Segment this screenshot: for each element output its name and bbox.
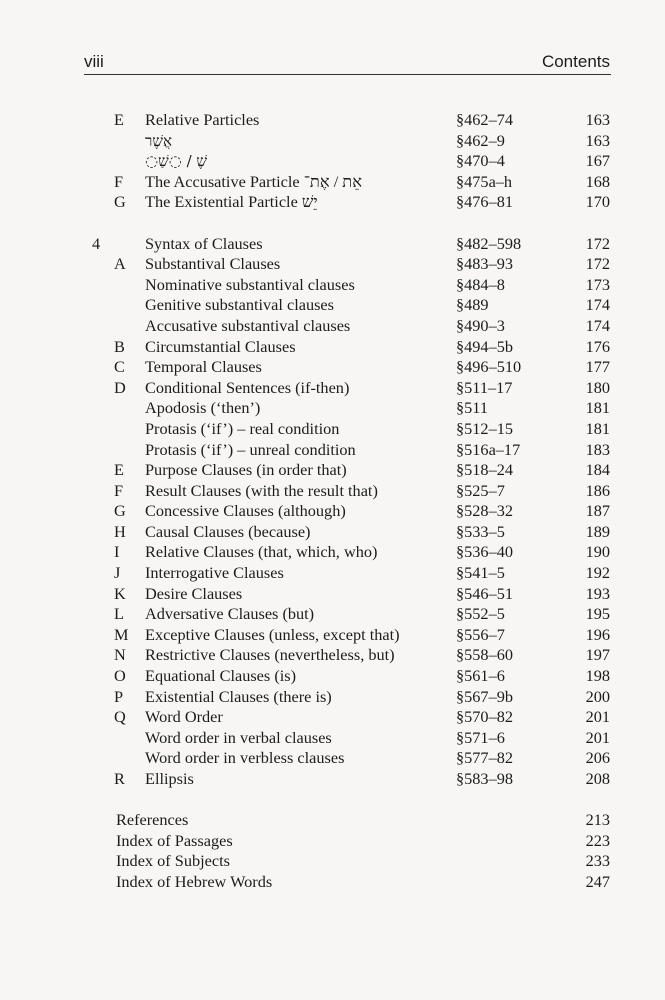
- paragraph-range: §552–5: [456, 604, 505, 624]
- page-ref: 208: [585, 769, 610, 788]
- page-number: viii: [84, 52, 104, 71]
- paragraph-range: §482–598: [456, 233, 522, 253]
- entry-title: The Existential Particle יֵשׁ: [145, 192, 318, 212]
- page-ref: 177: [585, 357, 610, 377]
- page-ref: 192: [585, 563, 610, 583]
- page-ref: 172: [585, 233, 610, 253]
- toc-entry: [0, 316, 665, 337]
- toc-entry: [0, 460, 665, 481]
- toc-entry: [0, 522, 665, 543]
- page-ref: 181: [585, 418, 610, 438]
- entry-title: Word order in verbal clauses: [145, 727, 332, 747]
- paragraph-range: §541–5: [456, 563, 505, 583]
- section-letter: P: [114, 686, 124, 706]
- page-ref: 233: [585, 851, 610, 871]
- toc-entry: [0, 151, 665, 172]
- paragraph-range: §546–51: [456, 583, 513, 603]
- page-ref: 172: [585, 254, 610, 274]
- paragraph-range: §511: [456, 398, 488, 418]
- entry-title: Conditional Sentences (if-then): [145, 377, 350, 397]
- entry-title: Circumstantial Clauses: [145, 336, 296, 356]
- page-ref: 201: [585, 707, 610, 727]
- entry-title: Existential Clauses (there is): [145, 686, 332, 706]
- section-letter: F: [114, 480, 124, 500]
- entry-title: Interrogative Clauses: [145, 563, 284, 583]
- entry-title: Substantival Clauses: [145, 254, 281, 274]
- section-letter: L: [114, 604, 124, 624]
- page-ref: 181: [585, 398, 610, 418]
- page-ref: 190: [585, 542, 610, 562]
- toc-entry: [0, 831, 665, 852]
- entry-title: אֲשֶׁר: [145, 131, 172, 150]
- section-letter: K: [114, 583, 126, 603]
- entry-title: Nominative substantival clauses: [145, 274, 355, 294]
- page-ref: 163: [585, 130, 610, 150]
- page-ref: 186: [585, 480, 610, 500]
- page-ref: 213: [585, 810, 610, 830]
- page-ref: 184: [585, 460, 610, 480]
- header-rule: [84, 74, 611, 75]
- paragraph-range: §494–5b: [456, 336, 513, 356]
- toc-entry: [0, 172, 665, 193]
- paragraph-range: §571–6: [456, 727, 505, 747]
- entry-title: Index of Hebrew Words: [116, 871, 273, 891]
- toc-entry: [0, 563, 665, 584]
- toc-entry: [0, 728, 665, 749]
- section-letter: O: [114, 666, 126, 686]
- toc-entry: [0, 872, 665, 893]
- paragraph-range: §570–82: [456, 707, 513, 727]
- paragraph-range: §518–24: [456, 460, 513, 480]
- page-ref: 195: [585, 604, 610, 624]
- page-ref: 187: [585, 501, 610, 521]
- page-ref: 198: [585, 666, 610, 686]
- chapter-number: 4: [92, 233, 101, 253]
- page-ref: 247: [585, 871, 610, 891]
- paragraph-range: §516a–17: [456, 439, 521, 459]
- toc-entry: [0, 542, 665, 563]
- paragraph-range: §483–93: [456, 254, 513, 274]
- page-ref: 206: [585, 748, 610, 768]
- toc-entry: [0, 687, 665, 708]
- paragraph-range: §558–60: [456, 645, 513, 665]
- entry-title: Protasis (‘if’) – unreal condition: [145, 439, 356, 459]
- table-of-contents: [0, 110, 665, 893]
- toc-entry: [0, 419, 665, 440]
- paragraph-range: §561–6: [456, 666, 505, 686]
- entry-title: Genitive substantival clauses: [145, 295, 334, 315]
- page-ref: 189: [585, 521, 610, 541]
- paragraph-range: §496–510: [456, 357, 522, 377]
- toc-entry: [0, 275, 665, 296]
- section-letter: R: [114, 769, 125, 788]
- toc-entry: [0, 110, 665, 131]
- section-letter: H: [114, 521, 126, 541]
- toc-entry: [0, 254, 665, 275]
- paragraph-range: §475a–h: [456, 171, 513, 191]
- section-letter: I: [114, 542, 120, 562]
- toc-entry: [0, 645, 665, 666]
- toc-entry: [0, 378, 665, 399]
- section-letter: B: [114, 336, 125, 356]
- section-letter: E: [114, 110, 124, 129]
- toc-spacer: [0, 213, 665, 234]
- section-letter: A: [114, 254, 126, 274]
- toc-entry: [0, 481, 665, 502]
- page-ref: 168: [585, 171, 610, 191]
- entry-title: The Accusative Particle אֵת / אֶת־: [145, 171, 362, 191]
- entry-title: Ellipsis: [145, 769, 194, 788]
- entry-title: Protasis (‘if’) – real condition: [145, 418, 340, 438]
- page-ref: 223: [585, 830, 610, 850]
- paragraph-range: §490–3: [456, 315, 505, 335]
- paragraph-range: §511–17: [456, 377, 513, 397]
- page-ref: 163: [585, 110, 610, 129]
- page-ref: 180: [585, 377, 610, 397]
- entry-title: Result Clauses (with the result that): [145, 480, 378, 500]
- page-ref: 197: [585, 645, 610, 665]
- page-ref: 174: [585, 295, 610, 315]
- toc-entry: [0, 234, 665, 255]
- paragraph-range: §525–7: [456, 480, 505, 500]
- section-letter: E: [114, 460, 124, 480]
- paragraph-range: §484–8: [456, 274, 505, 294]
- toc-entry: [0, 192, 665, 213]
- paragraph-range: §512–15: [456, 418, 513, 438]
- page-ref: 183: [585, 439, 610, 459]
- toc-entry: [0, 707, 665, 728]
- paragraph-range: §533–5: [456, 521, 505, 541]
- entry-title: Relative Clauses (that, which, who): [145, 542, 378, 562]
- toc-entry: [0, 769, 665, 790]
- section-letter: N: [114, 645, 126, 665]
- entry-title: Word Order: [145, 707, 223, 727]
- paragraph-range: §567–9b: [456, 686, 513, 706]
- paragraph-range: §476–81: [456, 192, 513, 212]
- page-ref: 174: [585, 315, 610, 335]
- section-letter: G: [114, 192, 126, 212]
- toc-spacer: [0, 790, 665, 811]
- toc-entry: [0, 584, 665, 605]
- entry-title: Index of Subjects: [116, 851, 230, 871]
- page-ref: 196: [585, 624, 610, 644]
- paragraph-range: §556–7: [456, 624, 505, 644]
- running-header: [84, 50, 610, 76]
- entry-title: Word order in verbless clauses: [145, 748, 345, 768]
- entry-title: Causal Clauses (because): [145, 521, 311, 541]
- paragraph-range: §536–40: [456, 542, 513, 562]
- toc-entry: [0, 810, 665, 831]
- section-letter: J: [114, 563, 121, 583]
- paragraph-range: §583–98: [456, 769, 513, 788]
- toc-entry: [0, 131, 665, 152]
- entry-title: ◌שֶׁ / ◌שַׁ: [145, 152, 208, 171]
- paragraph-range: §489: [456, 295, 489, 315]
- entry-title: Concessive Clauses (although): [145, 501, 346, 521]
- entry-title: Syntax of Clauses: [145, 233, 263, 253]
- toc-entry: [0, 357, 665, 378]
- entry-title: Exceptive Clauses (unless, except that): [145, 624, 400, 644]
- toc-entry: [0, 440, 665, 461]
- page-ref: 176: [585, 336, 610, 356]
- toc-entry: [0, 295, 665, 316]
- section-letter: F: [114, 171, 124, 191]
- entry-title: Restrictive Clauses (nevertheless, but): [145, 645, 395, 665]
- toc-entry: [0, 501, 665, 522]
- entry-title: Desire Clauses: [145, 583, 243, 603]
- page-ref: 167: [585, 151, 610, 171]
- entry-title: Relative Particles: [145, 110, 260, 129]
- entry-title: Apodosis (‘then’): [145, 398, 261, 418]
- paragraph-range: §577–82: [456, 748, 513, 768]
- page-ref: 200: [585, 686, 610, 706]
- toc-entry: [0, 748, 665, 769]
- running-title: Contents: [541, 52, 610, 71]
- paragraph-range: §470–4: [456, 151, 505, 171]
- page-ref: 201: [585, 727, 610, 747]
- toc-entry: [0, 851, 665, 872]
- page-ref: 170: [585, 192, 610, 212]
- entry-title: Equational Clauses (is): [145, 666, 297, 686]
- toc-entry: [0, 337, 665, 358]
- paragraph-range: §462–9: [456, 130, 505, 150]
- paragraph-range: §528–32: [456, 501, 513, 521]
- section-letter: C: [114, 357, 125, 377]
- page-ref: 193: [585, 583, 610, 603]
- section-letter: Q: [114, 707, 126, 727]
- entry-title: Accusative substantival clauses: [145, 315, 351, 335]
- toc-entry: [0, 604, 665, 625]
- toc-entry: [0, 625, 665, 646]
- section-letter: M: [114, 624, 129, 644]
- entry-title: Index of Passages: [116, 830, 233, 850]
- entry-title: References: [116, 810, 189, 830]
- page-ref: 173: [585, 274, 610, 294]
- entry-title: Temporal Clauses: [145, 357, 262, 377]
- toc-entry: [0, 666, 665, 687]
- section-letter: G: [114, 501, 126, 521]
- section-letter: D: [114, 377, 126, 397]
- toc-entry: [0, 398, 665, 419]
- entry-title: Adversative Clauses (but): [145, 604, 315, 624]
- paragraph-range: §462–74: [456, 110, 513, 129]
- entry-title: Purpose Clauses (in order that): [145, 460, 347, 480]
